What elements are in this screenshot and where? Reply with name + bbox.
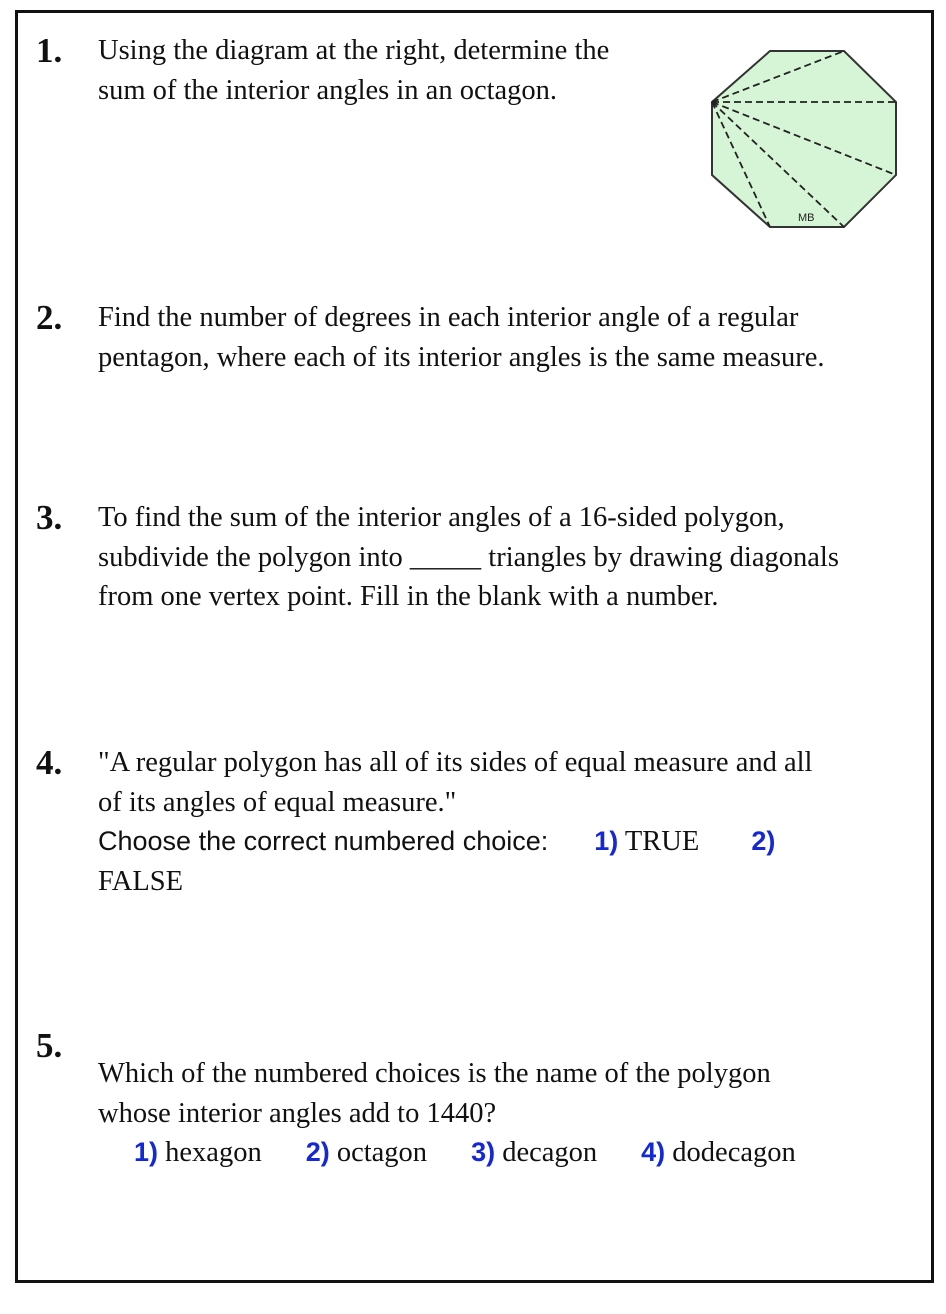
question-number: 2.: [36, 298, 63, 337]
question-line: whose interior angles add to 1440?: [98, 1097, 497, 1129]
question-text: [98, 298, 825, 377]
question-text: [98, 31, 609, 110]
question-line: pentagon, where each of its interior angles is the same measure.: [98, 341, 825, 373]
choice-number: 2): [751, 826, 776, 856]
answer-blank: _____: [409, 541, 482, 573]
question-text: [98, 743, 812, 901]
question-text: [98, 498, 839, 617]
question-number: 1.: [36, 31, 63, 70]
question-text: [98, 1054, 796, 1173]
choice-number: 4): [641, 1137, 666, 1167]
choice-label: dodecagon: [672, 1137, 796, 1168]
diagram-label: MB: [798, 212, 815, 224]
question-line: "A regular polygon has all of its sides of equal measure and all: [98, 747, 813, 778]
choice-row: [98, 822, 812, 862]
choice-label: hexagon: [165, 1137, 262, 1168]
question-line: Find the number of degrees in each interior angle of a regular: [98, 302, 799, 333]
question-line: sum of the interior angles in an octagon.: [98, 74, 558, 106]
choice-number: 1): [134, 1137, 159, 1167]
choice-label: TRUE: [624, 826, 700, 857]
question-number: 5.: [36, 1026, 63, 1065]
text-before-blank: subdivide the polygon into: [98, 541, 403, 573]
question-line: of its angles of equal measure.": [98, 786, 457, 818]
question-line: Using the diagram at the right, determine the: [98, 35, 610, 66]
question-number: 4.: [36, 743, 63, 782]
choice-label: FALSE: [98, 865, 183, 897]
choice-number: 3): [471, 1137, 496, 1167]
question-line: [98, 538, 839, 578]
choice-label: decagon: [502, 1137, 598, 1168]
choice-number: 2): [305, 1137, 330, 1167]
choice-row: [98, 1133, 796, 1173]
choice-label: octagon: [336, 1137, 428, 1168]
text-after-blank: triangles by drawing diagonals: [488, 541, 839, 573]
question-line: Which of the numbered choices is the name of the polygon: [98, 1058, 771, 1089]
choice-prompt: Choose the correct numbered choice:: [98, 826, 549, 856]
question-line: To find the sum of the interior angles of a 16-sided polygon,: [98, 502, 785, 533]
question-number: 3.: [36, 498, 63, 537]
worksheet: [15, 10, 934, 1283]
question-line: from one vertex point. Fill in the blank with a number.: [98, 581, 719, 612]
octagon-diagram: [706, 47, 918, 233]
choice-number: 1): [594, 826, 619, 856]
